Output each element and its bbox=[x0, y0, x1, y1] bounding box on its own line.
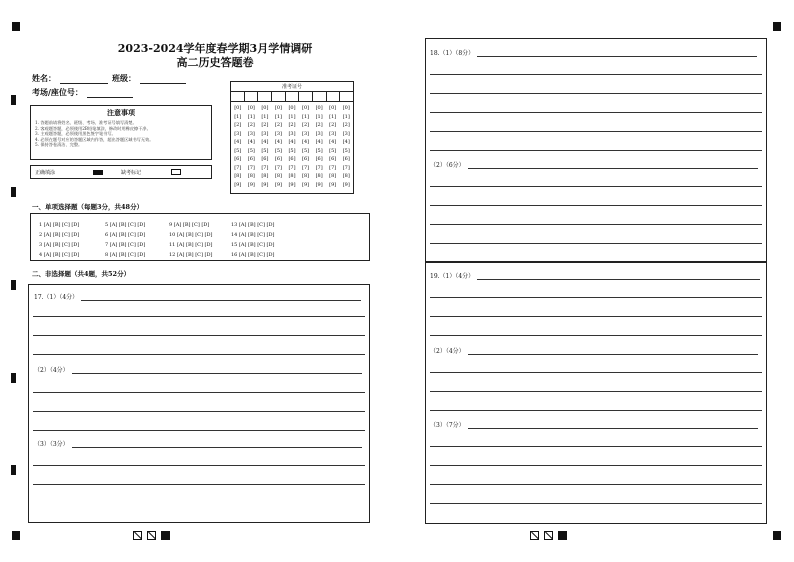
exam-id-bubble[interactable]: [6] bbox=[274, 156, 283, 162]
answer-line bbox=[33, 335, 365, 336]
exam-id-bubble[interactable]: [6] bbox=[288, 156, 296, 162]
absent-mark-label: 缺考标记 bbox=[121, 169, 142, 176]
notice-title: 注意事项 bbox=[107, 108, 135, 117]
correct-fill-label: 正确填涂 bbox=[35, 169, 56, 176]
exam-id-bubble[interactable]: [3] bbox=[234, 130, 242, 137]
timing-mark bbox=[11, 373, 16, 383]
exam-id-bubble[interactable]: [8] bbox=[234, 173, 242, 179]
timing-mark bbox=[11, 280, 16, 290]
exam-id-column bbox=[231, 104, 245, 189]
mc-column bbox=[169, 220, 212, 260]
exam-id-bubble[interactable]: [7] bbox=[329, 164, 337, 171]
exam-id-bubble[interactable]: [4] bbox=[302, 139, 310, 145]
exam-id-bubble[interactable]: [4] bbox=[274, 139, 283, 145]
room-seat-label: 考场/座位号： bbox=[32, 87, 83, 97]
exam-id-bubble[interactable]: [6] bbox=[261, 156, 269, 162]
exam-id-bubble[interactable]: [8] bbox=[288, 173, 296, 179]
class-label: 班级： bbox=[112, 73, 136, 83]
exam-id-bubble[interactable]: [2] bbox=[329, 122, 337, 128]
exam-id-bubble[interactable]: [7] bbox=[315, 164, 323, 171]
room-info-row bbox=[32, 87, 137, 98]
exam-id-bubble[interactable]: [1] bbox=[247, 113, 255, 120]
exam-id-bubble[interactable]: [1] bbox=[288, 113, 296, 120]
exam-id-bubble[interactable]: [0] bbox=[288, 105, 296, 111]
exam-id-bubbles bbox=[231, 102, 353, 189]
answer-line bbox=[430, 112, 762, 113]
answer-line bbox=[430, 243, 762, 244]
timing-mark bbox=[11, 95, 16, 105]
answer-line bbox=[430, 484, 762, 485]
exam-id-bubble[interactable]: [1] bbox=[329, 113, 337, 120]
exam-id-bubble[interactable]: [9] bbox=[342, 181, 350, 188]
exam-id-bubble[interactable]: [7] bbox=[234, 164, 242, 171]
exam-id-bubble[interactable]: [4] bbox=[261, 139, 269, 145]
absent-mark-box[interactable] bbox=[171, 169, 181, 175]
footer-filled-square bbox=[558, 531, 567, 540]
mc-question-row[interactable]: 1 [A] [B] [C] [D] bbox=[39, 222, 80, 228]
exam-id-column bbox=[326, 104, 340, 189]
registration-mark-bottom-right bbox=[773, 531, 781, 540]
exam-id-bubble[interactable]: [2] bbox=[234, 122, 242, 128]
exam-id-bubble[interactable]: [0] bbox=[329, 105, 337, 111]
answer-line bbox=[33, 484, 365, 485]
answer-line bbox=[430, 503, 762, 504]
exam-id-bubble[interactable]: [9] bbox=[302, 181, 310, 188]
mc-question-row[interactable]: 10 [A] [B] [C] [D] bbox=[169, 232, 213, 238]
exam-id-bubble[interactable]: [8] bbox=[247, 173, 255, 179]
exam-id-bubble[interactable]: [4] bbox=[329, 139, 337, 145]
exam-id-bubble[interactable]: [2] bbox=[315, 122, 323, 128]
answer-line bbox=[430, 131, 762, 132]
exam-id-bubble[interactable]: [7] bbox=[288, 164, 296, 171]
exam-id-bubble[interactable]: [8] bbox=[329, 173, 337, 179]
answer-line bbox=[33, 465, 365, 466]
answer-line bbox=[33, 392, 365, 393]
mc-column bbox=[105, 220, 145, 260]
exam-id-bubble[interactable]: [0] bbox=[234, 105, 242, 111]
footer-crossed-square bbox=[133, 531, 142, 540]
exam-id-column bbox=[299, 104, 313, 189]
timing-mark bbox=[11, 187, 16, 197]
name-field[interactable] bbox=[60, 75, 108, 84]
answer-line bbox=[33, 430, 365, 431]
exam-id-bubble[interactable]: [6] bbox=[342, 156, 350, 162]
exam-id-bubble[interactable]: [5] bbox=[302, 147, 310, 154]
exam-id-bubble[interactable]: [2] bbox=[342, 122, 350, 128]
exam-id-bubble[interactable]: [6] bbox=[302, 156, 310, 162]
name-label: 姓名： bbox=[32, 73, 56, 83]
q17-part1-label: 17.（1）（4分） bbox=[34, 292, 361, 301]
exam-id-column bbox=[285, 104, 299, 189]
exam-id-bubble[interactable]: [0] bbox=[261, 105, 269, 111]
exam-id-bubble[interactable]: [5] bbox=[234, 147, 242, 154]
answer-line bbox=[430, 372, 762, 373]
mc-question-row[interactable]: 9 [A] [B] [C] [D] bbox=[169, 222, 210, 228]
mc-question-row[interactable]: 2 [A] [B] [C] [D] bbox=[39, 232, 80, 238]
exam-id-bubble[interactable]: [0] bbox=[302, 105, 310, 111]
exam-id-bubble[interactable]: [8] bbox=[274, 173, 283, 179]
answer-line bbox=[430, 150, 762, 151]
exam-id-bubble[interactable]: [5] bbox=[261, 147, 269, 154]
answer-line bbox=[430, 446, 762, 447]
exam-id-bubble[interactable]: [5] bbox=[274, 147, 283, 154]
exam-id-grid bbox=[230, 81, 354, 194]
exam-id-bubble[interactable]: [4] bbox=[234, 139, 242, 145]
mc-question-row[interactable]: 11 [A] [B] [C] [D] bbox=[169, 242, 213, 248]
exam-id-bubble[interactable]: [8] bbox=[315, 173, 323, 179]
registration-mark-bottom-left bbox=[12, 531, 20, 540]
exam-id-bubble[interactable]: [2] bbox=[302, 122, 310, 128]
exam-id-bubble[interactable]: [3] bbox=[329, 130, 337, 137]
correct-fill-sample bbox=[93, 170, 103, 175]
exam-id-bubble[interactable]: [7] bbox=[342, 164, 350, 171]
page-title: 2023-2024学年度春学期3月学情调研 bbox=[117, 42, 313, 55]
answer-line bbox=[430, 224, 762, 225]
exam-id-bubble[interactable]: [1] bbox=[234, 113, 242, 120]
exam-id-bubble[interactable]: [6] bbox=[329, 156, 337, 162]
mc-question-row[interactable]: 12 [A] [B] [C] [D] bbox=[169, 252, 213, 258]
q19-part1-label: 19.（1）（4分） bbox=[430, 271, 760, 280]
exam-id-bubble[interactable]: [3] bbox=[288, 130, 296, 137]
exam-id-title: 准考证号 bbox=[231, 82, 353, 92]
exam-id-bubble[interactable]: [0] bbox=[315, 105, 323, 111]
exam-id-bubble[interactable]: [5] bbox=[247, 147, 255, 154]
mc-question-row[interactable]: 7 [A] [B] [C] [D] bbox=[105, 242, 146, 248]
exam-id-bubble[interactable]: [8] bbox=[302, 173, 310, 179]
answer-line bbox=[430, 465, 762, 466]
exam-id-bubble[interactable]: [0] bbox=[247, 105, 255, 111]
q18-part2-label: （2）（6分） bbox=[430, 160, 758, 169]
exam-id-bubble[interactable]: [4] bbox=[342, 139, 350, 145]
q19-part2-label: （2）（4分） bbox=[430, 346, 758, 355]
exam-id-column bbox=[245, 104, 259, 189]
exam-id-bubble[interactable]: [7] bbox=[247, 164, 255, 171]
answer-line bbox=[430, 205, 762, 206]
notice-item: 5. 保持答卷清洁、完整。 bbox=[35, 142, 83, 148]
exam-id-bubble[interactable]: [1] bbox=[261, 113, 269, 120]
q17-part2-label: （2）（4分） bbox=[34, 365, 362, 374]
exam-id-bubble[interactable]: [7] bbox=[274, 164, 283, 171]
exam-id-bubble[interactable]: [8] bbox=[342, 173, 350, 179]
mc-question-row[interactable]: 14 [A] [B] [C] [D] bbox=[231, 232, 275, 238]
footer-crossed-square bbox=[147, 531, 156, 540]
footer-filled-square bbox=[161, 531, 170, 540]
exam-id-bubble[interactable]: [3] bbox=[315, 130, 323, 137]
exam-id-bubble[interactable]: [9] bbox=[329, 181, 337, 188]
notice-item: 4. 必须在题号对应的答题区域内作答，超出答题区域书写无效。 bbox=[35, 136, 154, 142]
mc-column bbox=[39, 220, 79, 260]
mc-question-row[interactable]: 3 [A] [B] [C] [D] bbox=[39, 242, 80, 248]
q18-part1-label: 18.（1）（8分） bbox=[430, 48, 757, 57]
exam-id-column bbox=[272, 104, 286, 189]
exam-id-bubble[interactable]: [2] bbox=[261, 122, 269, 128]
notice-item: 1. 答题前请将姓名、班级、考场、准考证号填写清楚。 bbox=[35, 120, 137, 125]
answer-line bbox=[430, 410, 762, 411]
answer-line bbox=[430, 316, 762, 317]
answer-line bbox=[33, 411, 365, 412]
section1-heading: 一、单项选择题（每题3分，共48分） bbox=[32, 203, 144, 211]
footer-crossed-square bbox=[530, 531, 539, 540]
exam-id-bubble[interactable]: [9] bbox=[274, 181, 283, 188]
mc-question-row[interactable]: 5 [A] [B] [C] [D] bbox=[105, 222, 146, 228]
answer-line bbox=[430, 297, 762, 298]
exam-id-bubble[interactable]: [0] bbox=[342, 105, 350, 111]
exam-id-bubble[interactable]: [2] bbox=[274, 122, 283, 128]
answer-line bbox=[33, 316, 365, 317]
mc-question-row[interactable]: 13 [A] [B] [C] [D] bbox=[231, 222, 275, 228]
q19-part3-label: （3）（7分） bbox=[430, 420, 758, 429]
class-field[interactable] bbox=[140, 75, 186, 84]
fill-legend bbox=[30, 165, 212, 179]
exam-id-bubble[interactable]: [5] bbox=[288, 147, 296, 154]
exam-id-bubble[interactable]: [9] bbox=[234, 181, 242, 188]
exam-id-bubble[interactable]: [4] bbox=[315, 139, 323, 145]
mc-question-row[interactable]: 4 [A] [B] [C] [D] bbox=[39, 252, 80, 258]
exam-id-bubble[interactable]: [1] bbox=[342, 113, 350, 120]
exam-id-bubble[interactable]: [3] bbox=[342, 130, 350, 137]
answer-line bbox=[430, 186, 762, 187]
page-subtitle: 高二历史答题卷 bbox=[176, 56, 254, 69]
exam-id-write-row[interactable] bbox=[231, 92, 353, 102]
exam-id-bubble[interactable]: [5] bbox=[342, 147, 350, 154]
exam-id-bubble[interactable]: [3] bbox=[247, 130, 255, 137]
exam-id-bubble[interactable]: [5] bbox=[315, 147, 323, 154]
exam-id-bubble[interactable]: [1] bbox=[274, 113, 283, 120]
exam-id-bubble[interactable]: [3] bbox=[261, 130, 269, 137]
exam-id-bubble[interactable]: [6] bbox=[247, 156, 255, 162]
student-info-row bbox=[32, 73, 190, 84]
notice-item: 3. 主观题答题，必须使用黑色签字笔书写。 bbox=[35, 131, 116, 137]
timing-mark bbox=[11, 465, 16, 475]
answer-line bbox=[430, 93, 762, 94]
mc-question-row[interactable]: 6 [A] [B] [C] [D] bbox=[105, 232, 146, 238]
exam-id-bubble[interactable]: [4] bbox=[247, 139, 255, 145]
notice-item: 2. 客观题答题，必须使用2B铅笔填涂，修改时用橡皮擦干净。 bbox=[35, 125, 151, 131]
exam-id-bubble[interactable]: [9] bbox=[261, 181, 269, 188]
exam-id-bubble[interactable]: [1] bbox=[315, 113, 323, 120]
section2-heading: 二、非选择题（共4题，共52分） bbox=[32, 270, 131, 278]
exam-id-bubble[interactable]: [9] bbox=[288, 181, 296, 188]
exam-id-bubble[interactable]: [5] bbox=[329, 147, 337, 154]
answer-line bbox=[430, 74, 762, 75]
answer-line bbox=[430, 391, 762, 392]
mc-question-row[interactable]: 15 [A] [B] [C] [D] bbox=[231, 242, 275, 248]
answer-line bbox=[33, 354, 365, 355]
exam-id-bubble[interactable]: [0] bbox=[274, 105, 283, 111]
exam-id-bubble[interactable]: [1] bbox=[302, 113, 310, 120]
exam-id-bubble[interactable]: [8] bbox=[261, 173, 269, 179]
mc-column bbox=[231, 220, 274, 260]
exam-id-bubble[interactable]: [6] bbox=[234, 156, 242, 162]
q17-answer-box[interactable] bbox=[28, 284, 370, 523]
registration-mark-top-right bbox=[773, 22, 781, 31]
exam-id-bubble[interactable]: [2] bbox=[288, 122, 296, 128]
exam-id-bubble[interactable]: [3] bbox=[302, 130, 310, 137]
exam-id-column bbox=[340, 104, 354, 189]
exam-id-bubble[interactable]: [7] bbox=[302, 164, 310, 171]
footer-crossed-square bbox=[544, 531, 553, 540]
q17-part3-label: （3）（3分） bbox=[34, 439, 362, 448]
mc-question-row[interactable]: 16 [A] [B] [C] [D] bbox=[231, 252, 275, 258]
exam-id-bubble[interactable]: [9] bbox=[315, 181, 323, 188]
answer-line bbox=[430, 335, 762, 336]
notice-box bbox=[30, 105, 212, 160]
exam-id-bubble[interactable]: [9] bbox=[247, 181, 255, 188]
registration-mark-top-left bbox=[12, 22, 20, 31]
multiple-choice-box bbox=[30, 213, 370, 261]
exam-id-column bbox=[258, 104, 272, 189]
exam-id-bubble[interactable]: [7] bbox=[261, 164, 269, 171]
exam-id-bubble[interactable]: [6] bbox=[315, 156, 323, 162]
exam-id-bubble[interactable]: [4] bbox=[288, 139, 296, 145]
exam-id-bubble[interactable]: [2] bbox=[247, 122, 255, 128]
room-seat-field[interactable] bbox=[87, 89, 133, 98]
exam-id-column bbox=[312, 104, 326, 189]
mc-question-row[interactable]: 8 [A] [B] [C] [D] bbox=[105, 252, 146, 258]
exam-id-bubble[interactable]: [3] bbox=[274, 130, 283, 137]
